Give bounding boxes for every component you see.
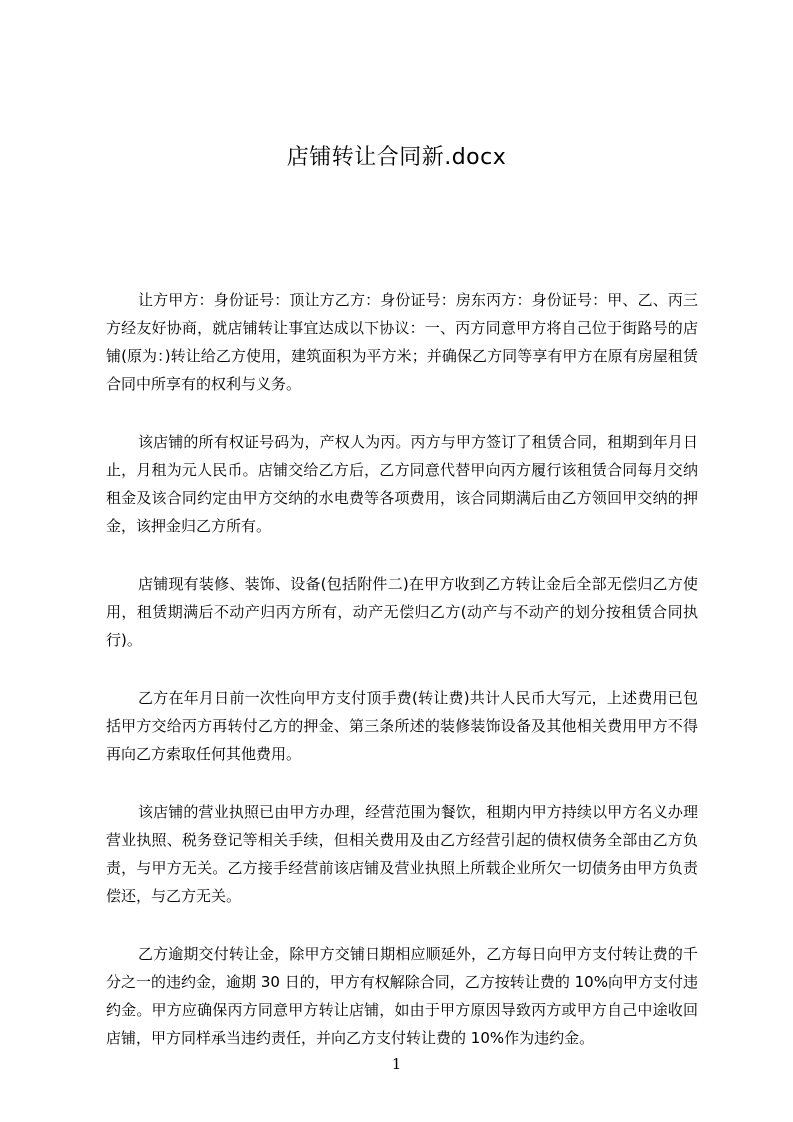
paragraph-5: 该店铺的营业执照已由甲方办理，经营范围为餐饮，租期内甲方持续以甲方名义办理营业执照、税务登记等相关手续，但相关费用及由乙方经营引起的债权债务全部由乙方负责，与甲方无关。乙方接手经营前该店铺及营业执照上所载企业所欠一切债务由甲方负责偿还，与乙方无关。 <box>106 803 698 905</box>
paragraph-2: 该店铺的所有权证号码为，产权人为丙。丙方与甲方签订了租赁合同，租期到年月日止，月租为元人民币。店铺交给乙方后，乙方同意代替甲向丙方履行该租赁合同每月交纳租金及该合同约定由甲方交纳的水电费等各项费用，该合同期满后由乙方领回甲交纳的押金，该押金归乙方所有。 <box>106 433 698 535</box>
paragraph-6: 乙方逾期交付转让金，除甲方交铺日期相应顺延外，乙方每日向甲方支付转让费的千分之一的违约金，逾期 30 日的，甲方有权解除合同，乙方按转让费的 10%向甲方支付违约金。甲方应确保丙方同意甲方转让店铺，如由于甲方原因导致丙方或甲方自己中途收回店铺，甲方同样承当违约责任，并向乙方支付转让费的 10%作为违约金。 <box>106 945 698 1047</box>
paragraph-1: 让方甲方：身份证号：顶让方乙方：身份证号：房东丙方：身份证号：甲、乙、丙三方经友好协商，就店铺转让事宜达成以下协议：一、丙方同意甲方将自己位于街路号的店铺(原为：)转让给乙方使用，建筑面积为平方米；并确保乙方同等享有甲方在原有房屋租赁合同中所享有的权利与义务。 <box>106 291 698 393</box>
paragraph-4: 乙方在年月日前一次性向甲方支付顶手费(转让费)共计人民币大写元，上述费用已包括甲方交给丙方再转付乙方的押金、第三条所述的装修装饰设备及其他相关费用甲方不得再向乙方索取任何其他费用。 <box>106 689 698 763</box>
document-title: 店铺转让合同新.docx <box>286 145 507 170</box>
paragraph-3: 店铺现有装修、装饰、设备(包括附件二)在甲方收到乙方转让金后全部无偿归乙方使用，租赁期满后不动产归丙方所有，动产无偿归乙方(动产与不动产的划分按租赁合同执行)。 <box>106 575 698 649</box>
document-body <box>106 286 698 1082</box>
page-number: 1 <box>391 1055 402 1073</box>
